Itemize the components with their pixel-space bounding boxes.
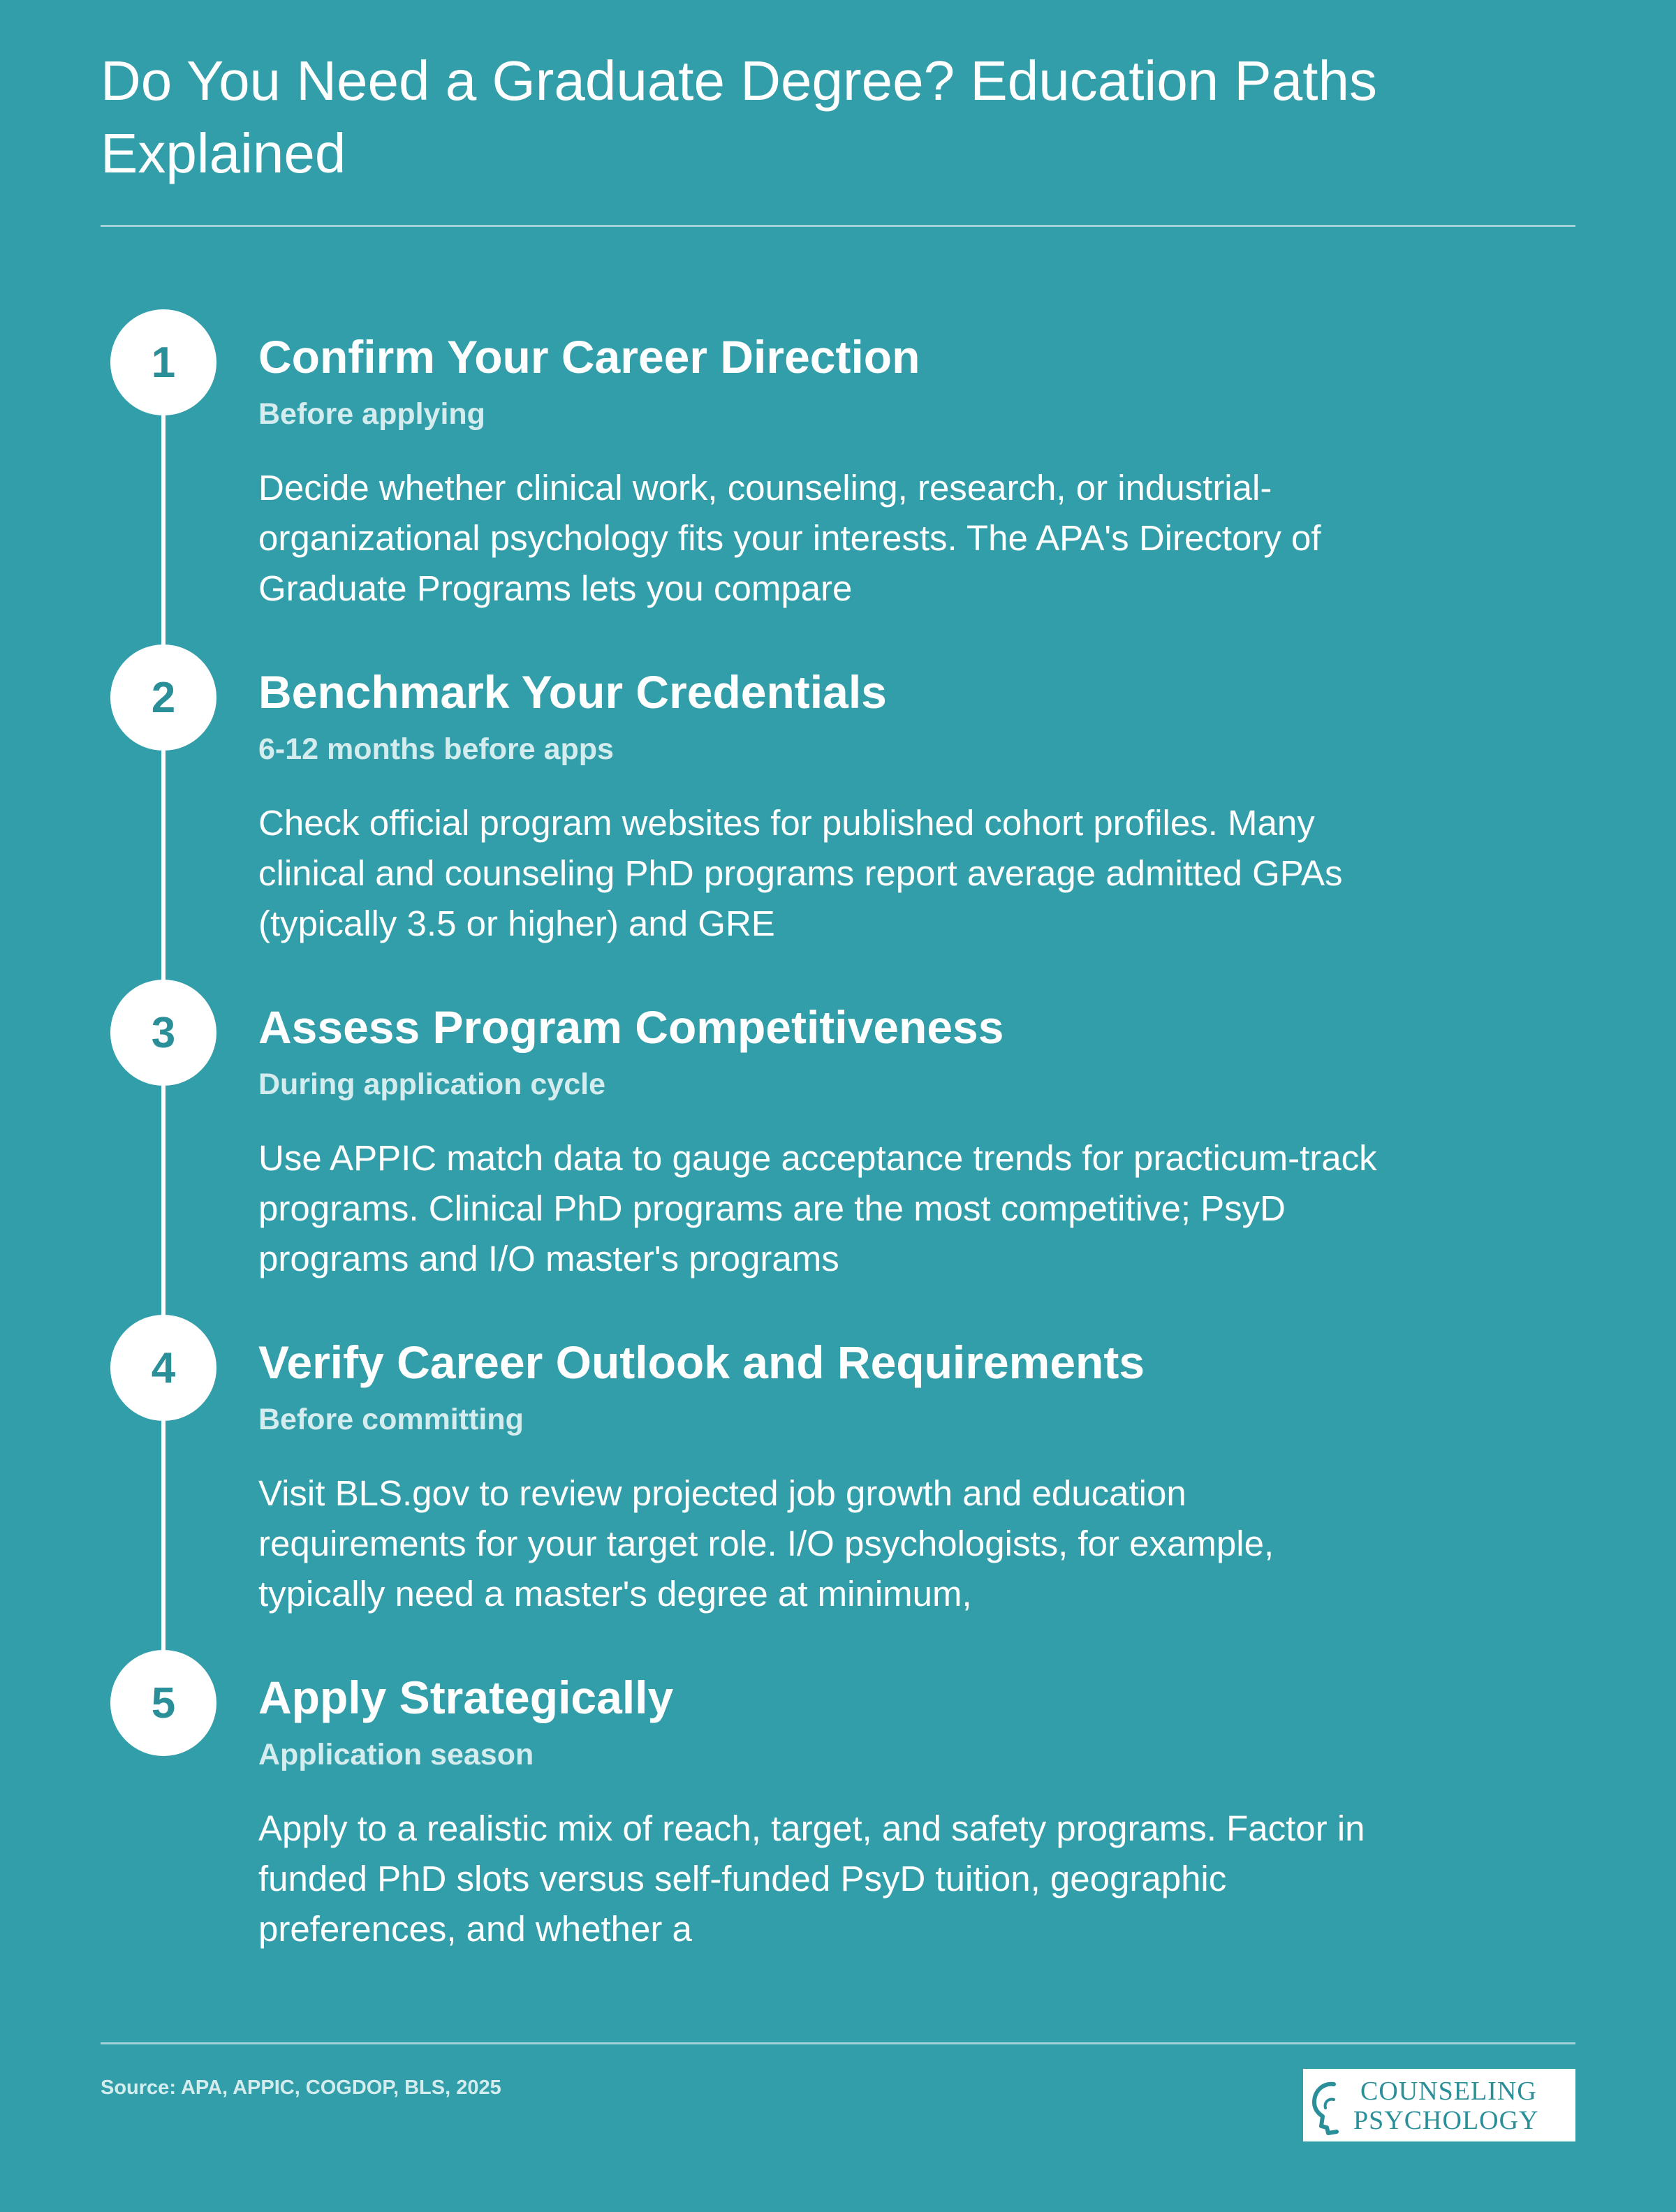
step-timing: Application season: [258, 1738, 534, 1771]
step-timing: Before committing: [258, 1403, 524, 1436]
step-description: Visit BLS.gov to review projected job growth and education requirements for your target role. I/O psychologists, for example, typically need a master's degree at minimum,: [258, 1473, 1274, 1614]
step-number-badge: 5: [110, 1650, 216, 1756]
counseling-psychology-logo: [1303, 2069, 1575, 2141]
step-timing: Before applying: [258, 397, 485, 431]
step-4: [0, 1315, 1676, 1622]
step-timing: During application cycle: [258, 1068, 605, 1101]
step-number-badge: 1: [110, 309, 216, 415]
step-3: [0, 980, 1676, 1287]
step-number-badge: 3: [110, 980, 216, 1086]
source-citation: Source: APA, APPIC, COGDOP, BLS, 2025: [101, 2077, 501, 2099]
step-description: Apply to a realistic mix of reach, target, and safety programs. Factor in funded PhD slots versus self-funded PsyD tuition, geographic preferences, and whether a: [258, 1808, 1365, 1949]
footer-divider: [101, 2042, 1575, 2044]
step-2: [0, 644, 1676, 952]
step-title: Confirm Your Career Direction: [258, 331, 920, 383]
logo-line-2: PSYCHOLOGY: [1353, 2106, 1539, 2135]
head-profile-icon: [1303, 2069, 1575, 2141]
logo-line-1: COUNSELING: [1360, 2077, 1537, 2106]
step-title: Apply Strategically: [258, 1672, 674, 1723]
step-number-badge: 2: [110, 644, 216, 751]
step-number-badge: 4: [110, 1315, 216, 1421]
header-divider: [101, 225, 1575, 227]
step-description: Check official program websites for published cohort profiles. Many clinical and counseling PhD programs report average admitted GPAs (typically 3.5 or higher) and GRE: [258, 803, 1343, 943]
step-5: [0, 1650, 1676, 1957]
step-title: Assess Program Competitiveness: [258, 1001, 1004, 1053]
step-timing: 6-12 months before apps: [258, 732, 614, 766]
step-1: [0, 309, 1676, 617]
step-description: Decide whether clinical work, counseling, research, or industrial-organizational psychology fits your interests. The APA's Directory of Graduate Programs lets you compare: [258, 468, 1321, 608]
step-description: Use APPIC match data to gauge acceptance trends for practicum-track programs. Clinical PhD programs are the most competitive; PsyD programs and I/O master's programs: [258, 1138, 1377, 1278]
page-title: Do You Need a Graduate Degree? Education Paths Explained: [101, 50, 1377, 184]
step-title: Benchmark Your Credentials: [258, 666, 887, 718]
step-title: Verify Career Outlook and Requirements: [258, 1336, 1145, 1388]
